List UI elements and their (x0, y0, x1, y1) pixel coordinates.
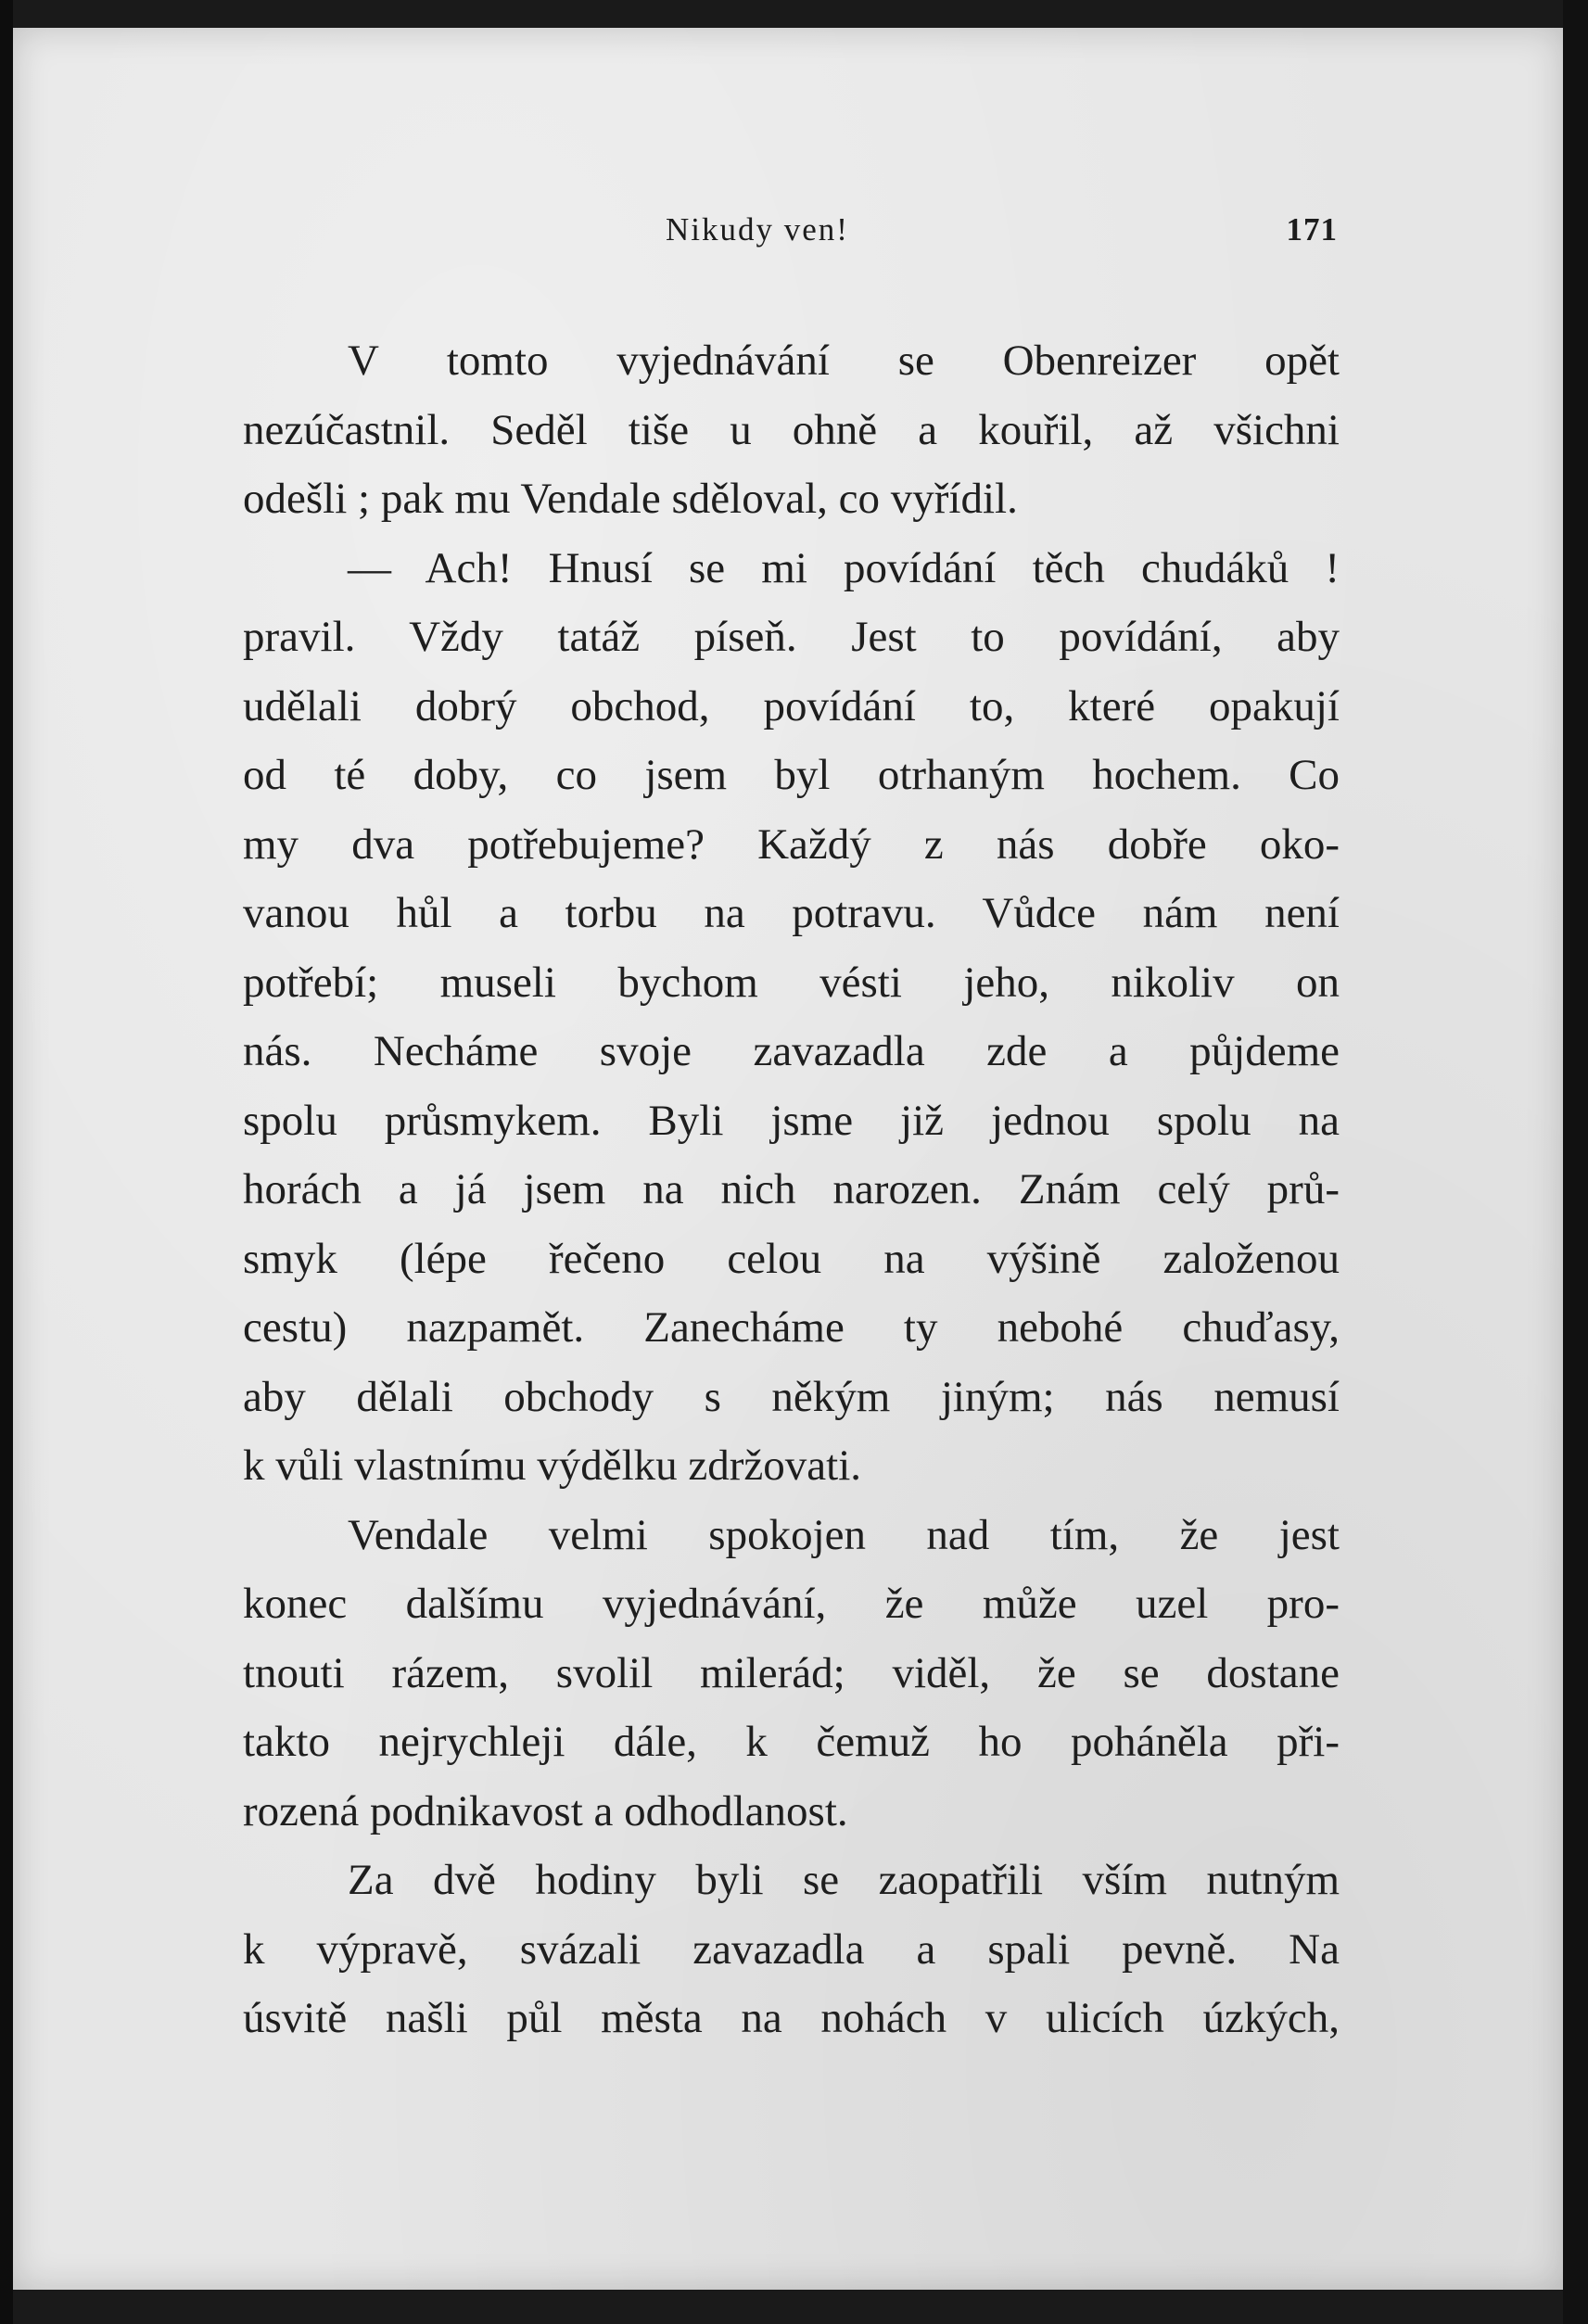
scan-left-edge (0, 0, 13, 2324)
text-line: Za dvě hodiny byli se zaopatřili vším nutným (348, 1856, 1340, 1904)
text-line: od té doby, co jsem byl otrhaným hochem. Co (243, 751, 1340, 799)
text-line: tnouti rázem, svolil milerád; viděl, že se dostane (243, 1648, 1340, 1697)
text-line: konec dalšímu vyjednávání, že může uzel pro- (243, 1580, 1340, 1628)
text-line: pravil. Vždy tatáž píseň. Jest to povídání, aby (243, 613, 1340, 661)
text-line: horách a já jsem na nich narozen. Znám celý prů- (243, 1165, 1340, 1213)
text-line: k vůli vlastnímu výdělku zdržovati. (243, 1441, 862, 1490)
text-line: V tomto vyjednávání se Obenreizer opět (348, 337, 1340, 385)
text-line: vanou hůl a torbu na potravu. Vůdce nám není (243, 889, 1340, 937)
scan-right-edge (1563, 0, 1588, 2324)
page-number: 171 (1286, 211, 1338, 248)
text-line: cestu) nazpamět. Zanecháme ty nebohé chuďasy, (243, 1303, 1340, 1352)
text-line: nezúčastnil. Seděl tiše u ohně a kouřil, až všichni (243, 405, 1340, 454)
text-line: odešli ; pak mu Vendale sděloval, co vyřídil. (243, 475, 1018, 523)
running-header (652, 211, 1338, 258)
text-line: takto nejrychleji dále, k čemuž ho poháněla při- (243, 1718, 1340, 1766)
text-line: úsvitě našli půl města na nohách v ulicích úzkých, (243, 1994, 1340, 2042)
text-line: Vendale velmi spokojen nad tím, že jest (348, 1510, 1340, 1559)
text-line: udělali dobrý obchod, povídání to, které opakují (243, 681, 1340, 730)
text-line: smyk (lépe řečeno celou na výšině založenou (243, 1234, 1340, 1283)
text-line: spolu průsmykem. Byli jsme již jednou spolu na (243, 1096, 1340, 1145)
body-text (243, 326, 1340, 2053)
text-line: — Ach! Hnusí se mi povídání těch chudáků ! (348, 543, 1340, 592)
text-line: my dva potřebujeme? Každý z nás dobře oko- (243, 819, 1340, 869)
text-line: nás. Necháme svoje zavazadla zde a půjdeme (243, 1027, 1340, 1075)
text-line: rozená podnikavost a odhodlanost. (243, 1786, 848, 1835)
text-line: aby dělali obchody s někým jiným; nás nemusí (243, 1372, 1340, 1421)
text-line: potřebí; museli bychom vésti jeho, nikoliv on (243, 958, 1340, 1007)
running-title: Nikudy ven! (666, 211, 849, 248)
text-line: k výpravě, svázali zavazadla a spali pevně. Na (243, 1924, 1340, 1974)
